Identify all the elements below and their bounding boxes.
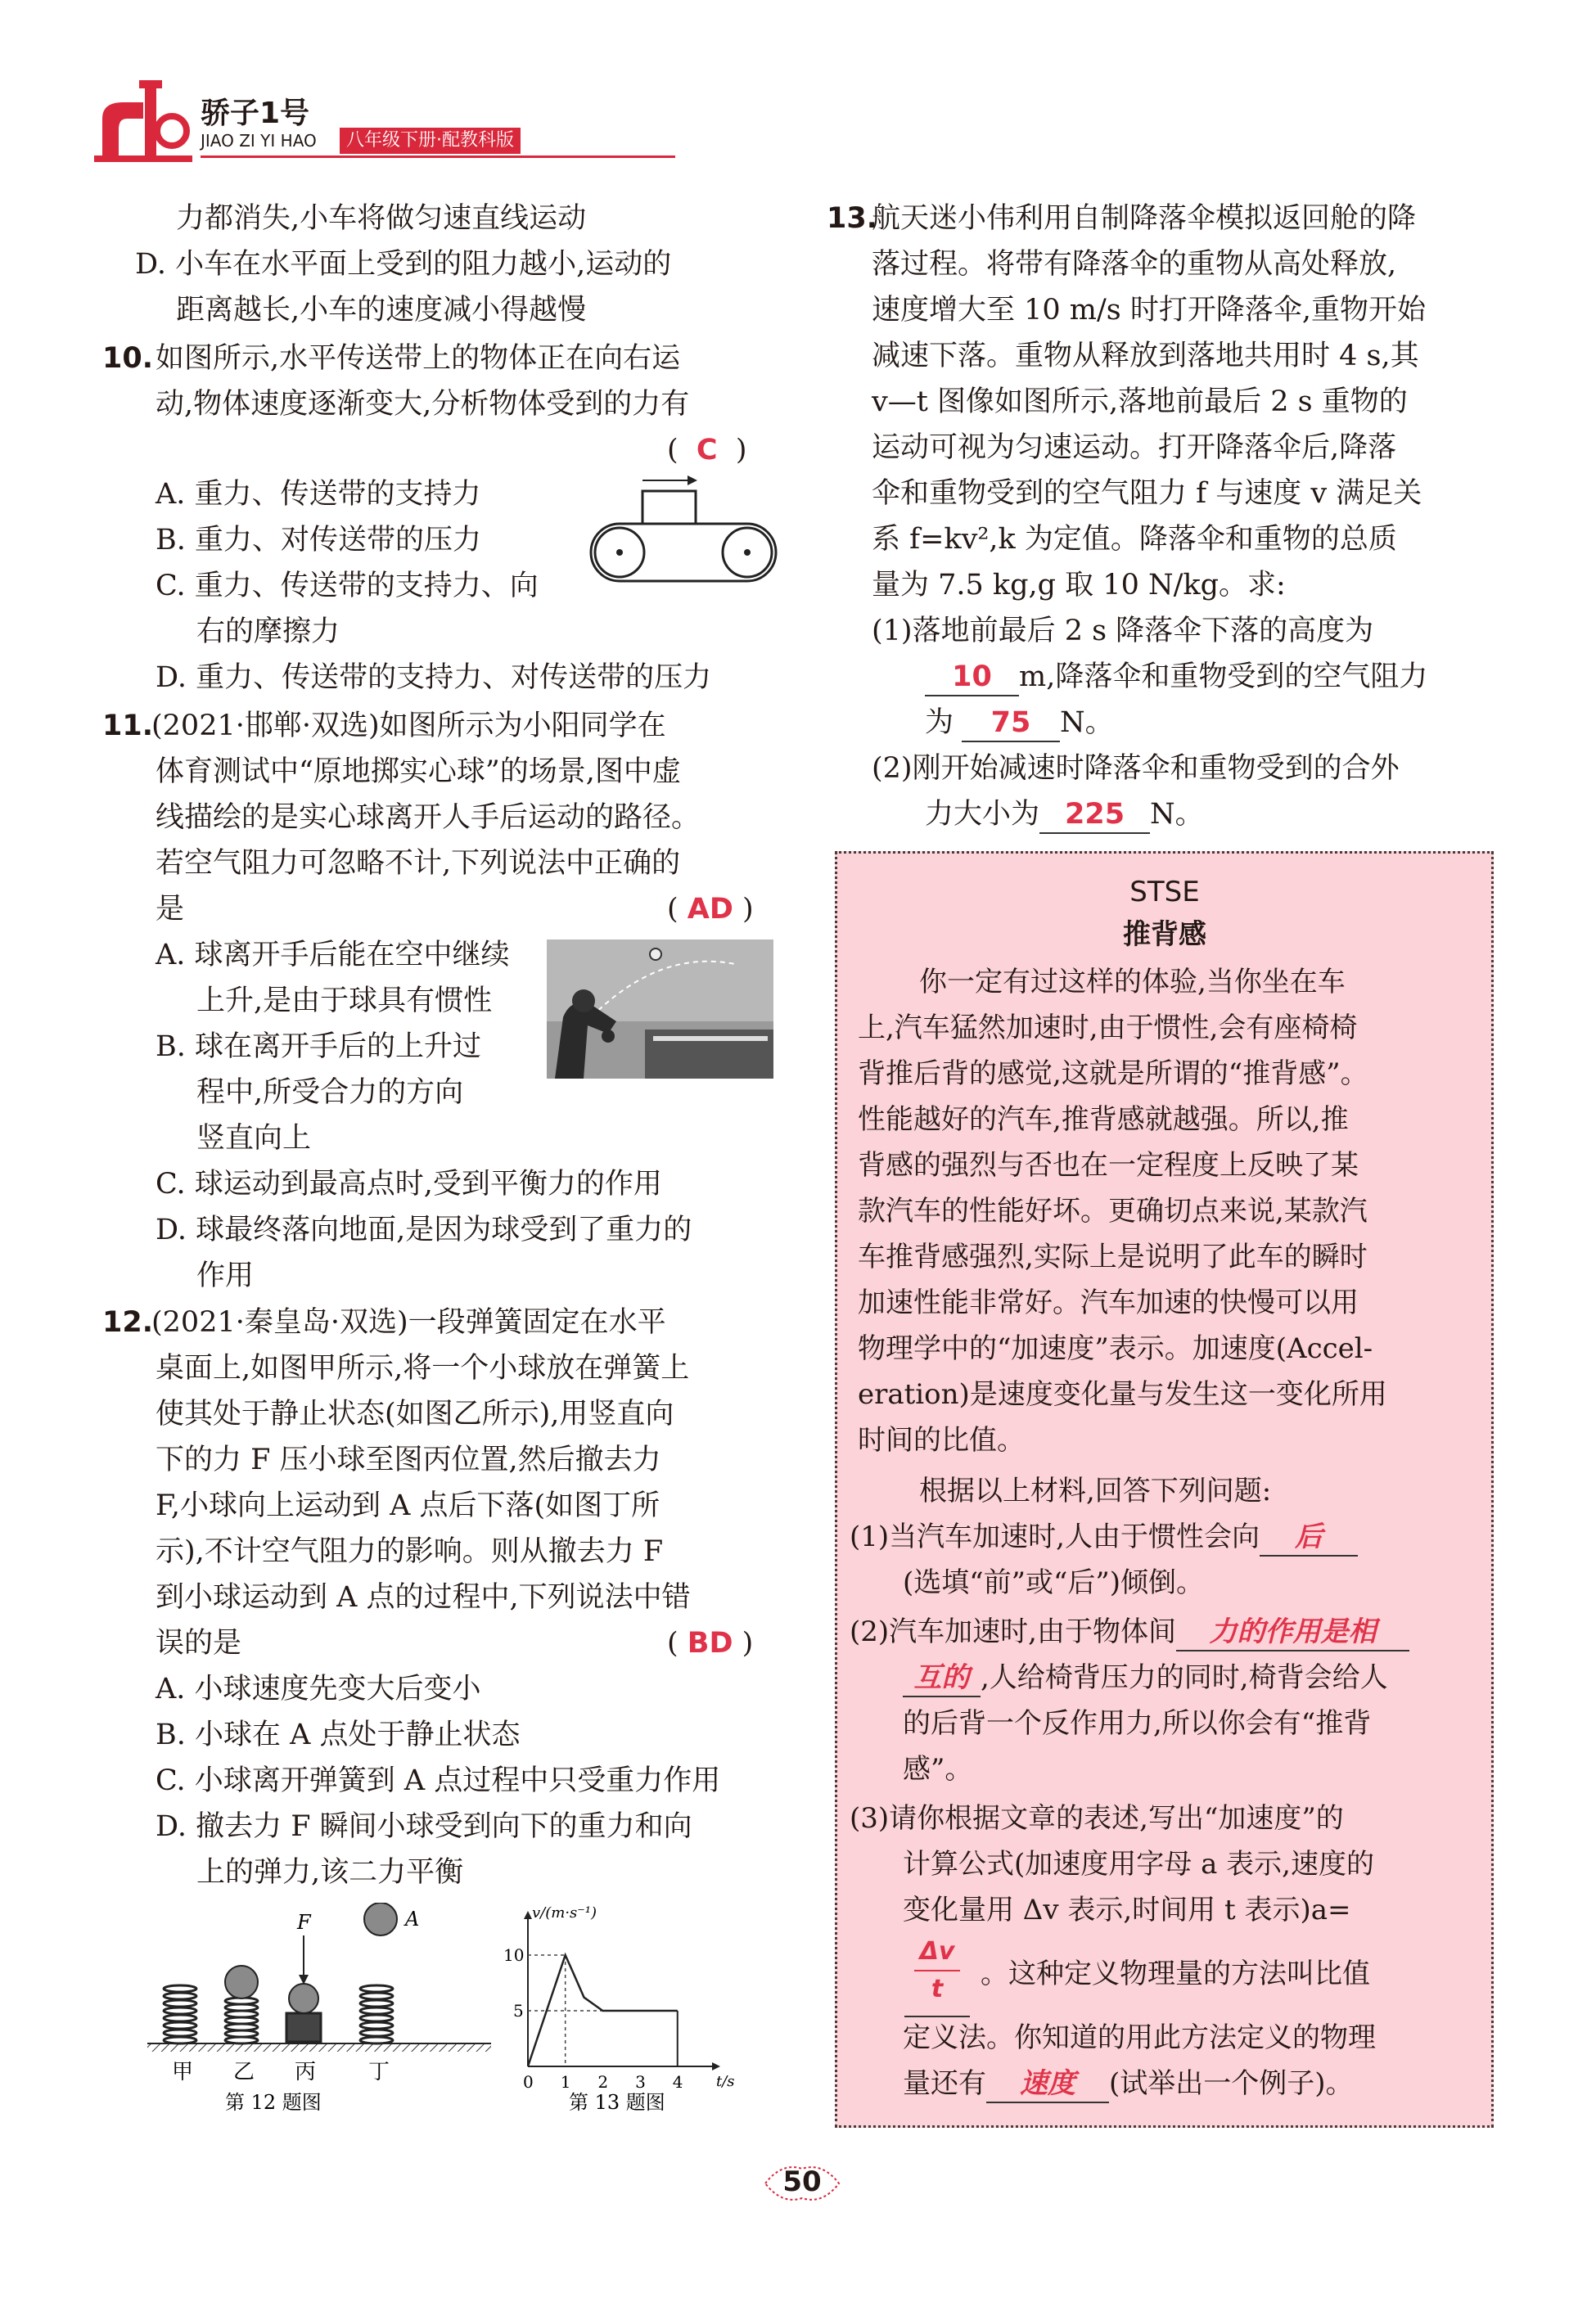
- stse-body-2: 上,汽车猛然加速时,由于惯性,会有座椅椅: [858, 1012, 1358, 1044]
- stse-answer-1: 后: [1260, 1519, 1358, 1557]
- q11-option-b-cont1: 程中,所受合力的方向: [196, 1076, 464, 1109]
- q11-option-a: A. 球离开手后能在空中继续: [156, 939, 510, 971]
- q13-sub2-text-c: N。: [1150, 798, 1204, 831]
- y-axis-arrow: [524, 1911, 532, 1919]
- stse-q1-line1: [850, 1515, 1358, 1560]
- stse-answer-3b: 速度: [986, 2066, 1109, 2103]
- q13-stem-1: 航天迷小伟利用自制降落伞模拟返回舱的降: [872, 202, 1417, 235]
- q12-stem-6: 示),不计空气阻力的影响。则从撤去力 F: [156, 1535, 664, 1568]
- q12-answer-bracket: ( BD ): [667, 1627, 754, 1660]
- q13-stem-9: 量为 7.5 kg,g 取 10 N/kg。求:: [872, 569, 1286, 602]
- q12-answer: BD: [687, 1627, 733, 1660]
- q12-stem-7: 到小球运动到 A 点的过程中,下列说法中错: [156, 1581, 691, 1614]
- y-tick-label: 10: [503, 1945, 525, 1965]
- stse-q1-line2: (选填“前”或“后”)倾倒。: [903, 1566, 1205, 1599]
- q11-option-d: D. 球最终落向地面,是因为球受到了重力的: [156, 1214, 692, 1246]
- spring-jia: [164, 1985, 196, 2043]
- q12-stem-5: F,小球向上运动到 A 点后下落(如图丁所: [156, 1489, 660, 1522]
- stse-q2-text-a: (2)汽车加速时,由于物体间: [850, 1615, 1176, 1648]
- stse-q2-line3: 的后背一个反作用力,所以你会有“推背: [903, 1707, 1372, 1740]
- q13-sub1-line1: (1)落地前最后 2 s 降落伞下落的高度为: [872, 615, 1374, 647]
- stse-body-9: 物理学中的“加速度”表示。加速度(Accel-: [858, 1332, 1373, 1365]
- q13-sub1-text-c: 为: [925, 706, 954, 739]
- stse-answer-2b: 互的: [903, 1660, 981, 1697]
- stse-q3-line1: (3)请你根据文章的表述,写出“加速度”的: [850, 1802, 1344, 1835]
- q11-option-d-cont: 作用: [196, 1259, 255, 1292]
- label-bing: 丙: [295, 2060, 317, 2084]
- q13-sub2-text-b: 力大小为: [925, 798, 1040, 831]
- q11-stem-2: 体育测试中“原地掷实心球”的场景,图中虚: [156, 755, 681, 788]
- stse-q2-line1: [850, 1610, 1409, 1655]
- x-tick-label: 1: [560, 2072, 571, 2092]
- spring-ding: [360, 1903, 419, 2043]
- q11-option-b-cont2: 竖直向上: [196, 1122, 312, 1155]
- formula-denominator: t: [931, 1975, 944, 2003]
- q11-option-c: C. 球运动到最高点时,受到平衡力的作用: [156, 1168, 662, 1201]
- x-axis-arrow: [712, 2062, 720, 2070]
- stse-q1-text-a: (1)当汽车加速时,人由于惯性会向: [850, 1521, 1260, 1553]
- q10-option-b: B. 重力、对传送带的压力: [156, 524, 481, 556]
- q13-stem-8: 系 f=kv²,k 为定值。降落伞和重物的总质: [872, 523, 1397, 556]
- q11-option-a-cont: 上升,是由于球具有惯性: [196, 985, 493, 1017]
- y-axis-label: v/(m·s⁻¹): [532, 1904, 597, 1922]
- header: [94, 74, 585, 164]
- q11-answer: AD: [687, 893, 733, 926]
- stse-q2-text-b: ,人给椅背压力的同时,椅背会给人: [981, 1661, 1388, 1694]
- stse-q3-line6: [903, 2061, 1354, 2106]
- q13-sub1-text-b: m,降落伞和重物受到的空气阻力: [1019, 660, 1428, 693]
- q10-stem-1: 如图所示,水平传送带上的物体正在向右运: [156, 342, 681, 375]
- brand-pinyin: JIAO ZI YI HAO: [201, 131, 317, 151]
- q12-stem-2: 桌面上,如图甲所示,将一个小球放在弹簧上: [156, 1352, 690, 1385]
- q12-option-c: C. 小球离开弹簧到 A 点过程中只受重力作用: [156, 1764, 721, 1797]
- x-tick-label: 4: [672, 2072, 683, 2092]
- q13-number: 13.: [827, 202, 878, 235]
- stse-title: 推背感: [1123, 918, 1206, 951]
- stse-q2-line2: [903, 1656, 1388, 1701]
- stse-body-1: 你一定有过这样的体验,当你坐在车: [919, 966, 1346, 998]
- q13-sub1-line3: [925, 701, 1114, 746]
- q9-option-d: D. 小车在水平面上受到的阻力越小,运动的: [135, 248, 672, 281]
- stse-prompt: 根据以上材料,回答下列问题:: [919, 1475, 1272, 1507]
- q10-option-c: C. 重力、传送带的支持力、向: [156, 570, 539, 602]
- q13-stem-4: 减速下落。重物从释放到落地共用时 4 s,其: [872, 340, 1419, 372]
- q12-stem-1: (2021·秦皇岛·双选)一段弹簧固定在水平: [151, 1306, 666, 1339]
- stse-answer-2a: 力的作用是相: [1176, 1614, 1409, 1651]
- q11-stem-3: 线描绘的是实心球离开人手后运动的路径。: [156, 801, 701, 834]
- stse-body-6: 款汽车的性能好坏。更确切点来说,某款汽: [858, 1195, 1368, 1228]
- q10-stem-2: 动,物体速度逐渐变大,分析物体受到的力有: [156, 388, 690, 421]
- label-jia: 甲: [172, 2060, 194, 2084]
- conveyor-belt-figure: [581, 471, 786, 585]
- springs-figure: [143, 1903, 503, 2116]
- q13-stem-5: v—t 图像如图所示,落地前最后 2 s 重物的: [872, 385, 1408, 418]
- y-tick-label: 5: [513, 2001, 524, 2021]
- q13-stem-2: 落过程。将带有降落伞的重物从高处释放,: [872, 248, 1397, 281]
- stse-answer-formula: [904, 1934, 970, 2017]
- stse-q2-line4: 感”。: [903, 1753, 973, 1786]
- q13-answer-drag: 75: [962, 705, 1060, 742]
- stse-body-3: 背推后背的感觉,这就是所谓的“推背感”。: [858, 1057, 1368, 1090]
- stse-q3-line2: 计算公式(加速度用字母 a 表示,速度的: [903, 1848, 1374, 1881]
- q9-line-3: 距离越长,小车的速度减小得越慢: [176, 294, 587, 327]
- stse-body-4: 性能越好的汽车,推背感就越强。所以,推: [858, 1103, 1349, 1136]
- q12-stem-4: 下的力 F 压小球至图丙位置,然后撤去力: [156, 1444, 661, 1476]
- stse-tag: STSE: [1129, 876, 1200, 908]
- force-label: F: [297, 1911, 311, 1934]
- stse-box: [835, 851, 1494, 2128]
- x-tick-label: 3: [635, 2072, 646, 2092]
- stse-q3-line3: 变化量用 Δv 表示,时间用 t 表示)a=: [903, 1894, 1351, 1926]
- q11-stem-5: 是: [156, 893, 185, 926]
- edition-badge: 八年级下册·配教科版: [340, 128, 521, 154]
- q13-sub2-line2: [925, 792, 1204, 837]
- q13-sub1-line2: [925, 655, 1427, 700]
- q13-sub2-line1: (2)刚开始减速时降落伞和重物受到的合外: [872, 752, 1400, 785]
- q13-figure-caption: 第 13 题图: [569, 2091, 665, 2114]
- q11-answer-bracket: ( AD ): [667, 893, 754, 926]
- q11-option-b: B. 球在离开手后的上升过: [156, 1030, 481, 1063]
- q12-number: 12.: [102, 1306, 154, 1339]
- spring-bing: [286, 1911, 321, 2042]
- point-a-label: A: [405, 1908, 420, 1931]
- q10-number: 10.: [102, 342, 154, 375]
- header-rule: [201, 155, 675, 158]
- stse-body-11: 时间的比值。: [858, 1424, 1025, 1457]
- q13-stem-7: 伞和重物受到的空气阻力 f 与速度 v 满足关: [872, 477, 1422, 510]
- label-yi: 乙: [233, 2060, 255, 2084]
- stse-q3-line4: 。这种定义物理量的方法叫比值: [981, 1958, 1370, 1990]
- stse-body-10: eration)是速度变化量与发生这一变化所用: [858, 1378, 1387, 1411]
- q11-stem-1: (2021·邯郸·双选)如图所示为小阳同学在: [151, 710, 666, 742]
- q10-answer-bracket: ( C ): [667, 434, 747, 466]
- q13-stem-6: 运动可视为匀速运动。打开降落伞后,降落: [872, 431, 1397, 464]
- q12-option-b: B. 小球在 A 点处于静止状态: [156, 1719, 521, 1751]
- q12-stem-3: 使其处于静止状态(如图乙所示),用竖直向: [156, 1398, 674, 1431]
- q10-answer: C: [696, 434, 718, 466]
- q12-option-d-cont: 上的弹力,该二力平衡: [196, 1856, 464, 1889]
- stse-q3-text-g: (试举出一个例子)。: [1109, 2067, 1354, 2100]
- x-tick-label: 2: [597, 2072, 609, 2092]
- formula-numerator: Δv: [914, 1934, 960, 1971]
- q12-option-d: D. 撤去力 F 瞬间小球受到向下的重力和向: [156, 1810, 692, 1843]
- brand-name: 骄子1号: [201, 97, 310, 130]
- q13-answer-net-force: 225: [1039, 796, 1150, 834]
- q12-stem-8: 误的是: [156, 1627, 242, 1660]
- shot-put-photo: [547, 939, 773, 1079]
- q12-figure-caption: 第 12 题图: [225, 2091, 322, 2114]
- q13-stem-3: 速度增大至 10 m/s 时打开降落伞,重物开始: [872, 294, 1426, 327]
- vt-graph: [491, 1895, 753, 2116]
- q10-option-c-cont: 右的摩擦力: [196, 615, 340, 648]
- label-ding: 丁: [368, 2060, 390, 2084]
- q12-option-a: A. 小球速度先变大后变小: [156, 1673, 481, 1705]
- q11-stem-4: 若空气阻力可忽略不计,下列说法中正确的: [156, 847, 681, 880]
- page-number: 50: [782, 2165, 822, 2198]
- q13-answer-height: 10: [925, 659, 1019, 696]
- q11-number: 11.: [102, 710, 154, 742]
- logo-icon: [94, 74, 192, 164]
- stse-body-5: 背感的强烈与否也在一定程度上反映了某: [858, 1149, 1359, 1182]
- stse-q3-line5: 定义法。你知道的用此方法定义的物理: [903, 2021, 1376, 2054]
- stse-body-8: 加速性能非常好。汽车加速的快慢可以用: [858, 1286, 1359, 1319]
- page-number-ornament: [757, 2161, 847, 2206]
- q9-line-1: 力都消失,小车将做匀速直线运动: [176, 202, 587, 235]
- x-axis-label: t/s: [716, 2073, 735, 2090]
- q10-option-a: A. 重力、传送带的支持力: [156, 478, 481, 511]
- stse-body-7: 车推背感强烈,实际上是说明了此车的瞬时: [858, 1241, 1368, 1273]
- q13-sub1-text-d: N。: [1060, 706, 1114, 739]
- x-tick-label: 0: [523, 2072, 534, 2092]
- spring-yi: [225, 1966, 258, 2043]
- stse-q3-text-f: 量还有: [903, 2067, 986, 2100]
- q10-option-d: D. 重力、传送带的支持力、对传送带的压力: [156, 661, 712, 694]
